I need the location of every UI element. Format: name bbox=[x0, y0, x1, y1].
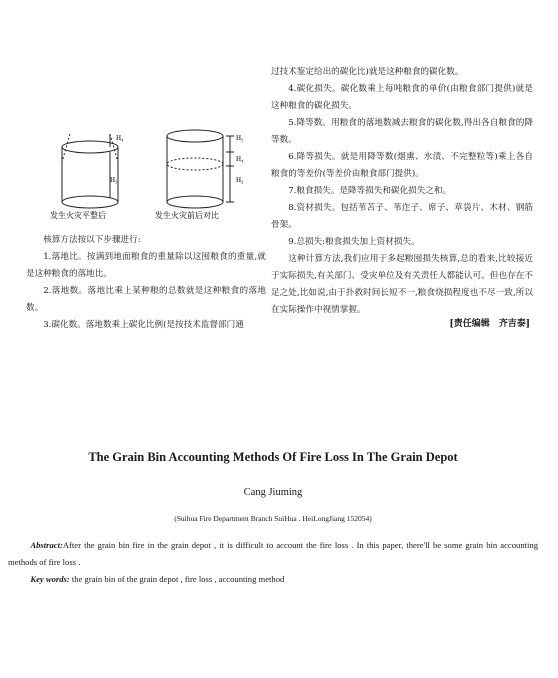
left-cylinder bbox=[62, 134, 118, 208]
paragraph: 8.资材损失。包括苇苫子、苇迮子、席子、草袋片、木材、钢筋骨架。 bbox=[271, 203, 533, 230]
caption-left: 发生火灾平整后 bbox=[50, 211, 106, 220]
label-h2: H₂ bbox=[236, 176, 244, 184]
paragraph: 3.碳化数。落地数乘上碳化比例(是按技术监督部门通 bbox=[43, 320, 244, 330]
paragraph: 1.落地比。按满到地面粮食的重量除以这囤粮食的重量,就是这种粮食的落地比。 bbox=[26, 252, 266, 279]
caption-right: 发生火灾前后对比 bbox=[155, 211, 219, 220]
figure-grain-bins bbox=[30, 122, 260, 222]
label-h3: H₃ bbox=[110, 176, 118, 184]
left-column bbox=[26, 232, 266, 334]
paragraph: 过技术鉴定给出的碳化比)就是这种粮食的碳化数。 bbox=[271, 67, 464, 77]
figure-drawing bbox=[30, 122, 260, 222]
label-h4: H₄ bbox=[116, 134, 124, 142]
paragraph: 5.降等数。用粮食的落地数减去粮食的碳化数,得出各自粮食的降等数。 bbox=[271, 118, 533, 145]
keywords-label: Key words: bbox=[30, 574, 70, 584]
label-h4-right: H₄ bbox=[236, 155, 244, 163]
paragraph: 核算方法按以下步骤进行: bbox=[43, 235, 141, 245]
english-title: The Grain Bin Accounting Methods Of Fire Loss In The Grain Depot bbox=[88, 450, 458, 464]
english-abstract-block bbox=[8, 450, 538, 588]
editor-credit: [责任编辑 齐吉泰] bbox=[449, 319, 530, 329]
paragraph: 6.降等损失。就是用降等数(烟熏、水渍、不完整粒等)乘上各自粮食的等差价(等差价由粮食部门提供)。 bbox=[271, 152, 533, 179]
english-author: Cang Jiuming bbox=[243, 487, 303, 498]
right-cylinder bbox=[167, 130, 234, 208]
paragraph: 2.落地数。落地比乘上某种粮的总数就是这种粮食的落地数。 bbox=[26, 286, 266, 313]
paragraph: 4.碳化损失。碳化数乘上每吨粮食的单价(由粮食部门提供)就是这种粮食的碳化损失。 bbox=[271, 84, 533, 111]
english-abstract bbox=[8, 537, 538, 571]
paragraph: 这种计算方法,我们应用于多起粮囤损失核算,总的看来,比较接近于实际损失,有关部门、受灾单位及有关责任人都能认可。但也存在不足之处,比如说,由于扑救时间长短不一,粮食烧损程度也不尽一致,所以在实际操作中视情掌握。 bbox=[271, 254, 533, 315]
label-h5: H₅ bbox=[236, 134, 244, 142]
abstract-text: After the grain bin fire in the grain depot , it is difficult to account the fire loss . In this paper, there'll be some grain bin accounting methods of fire loss . bbox=[8, 540, 538, 567]
paragraph: 9.总损失:粮食损失加上资材损失。 bbox=[288, 237, 420, 247]
keywords-text: the grain bin of the grain depot , fire loss , accounting method bbox=[69, 574, 285, 584]
right-column bbox=[271, 64, 533, 319]
english-affiliation: (Suihua Fire Department Branch SuiHua . HeiLongJiang 152054) bbox=[174, 514, 372, 523]
abstract-label: Abstract: bbox=[30, 540, 63, 550]
english-keywords bbox=[8, 571, 538, 588]
paragraph: 7.粮食损失。是降等损失和碳化损失之和。 bbox=[288, 186, 452, 196]
